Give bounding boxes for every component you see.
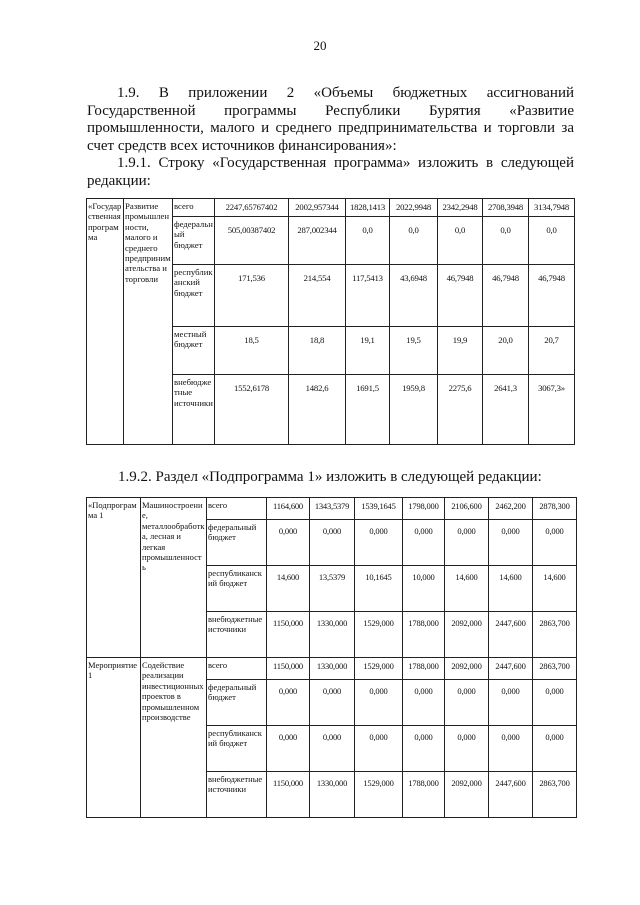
value-cell: 0,000 xyxy=(533,520,577,566)
value-cell: 2447,600 xyxy=(489,772,533,818)
value-cell: 0,0 xyxy=(438,217,483,265)
state-program-table xyxy=(86,198,575,445)
value-cell: 0,000 xyxy=(310,520,355,566)
value-cell: 46,7948 xyxy=(529,265,575,327)
funding-source-cell: республиканский бюджет xyxy=(207,726,267,772)
subprogram-1-table xyxy=(86,497,577,818)
value-cell: 1529,000 xyxy=(355,612,403,658)
value-cell: 0,0 xyxy=(529,217,575,265)
value-cell: 0,000 xyxy=(267,680,310,726)
funding-source-cell: республиканский бюджет xyxy=(207,566,267,612)
table-row xyxy=(87,658,577,680)
value-cell: 18,8 xyxy=(289,327,346,375)
funding-source-cell: внебюджетные источники xyxy=(207,612,267,658)
value-cell: 2863,700 xyxy=(533,612,577,658)
value-cell: 1482,6 xyxy=(289,375,346,445)
value-cell: 2247,65767402 xyxy=(215,199,289,217)
value-cell: 1330,000 xyxy=(310,612,355,658)
value-cell: 2002,957344 xyxy=(289,199,346,217)
value-cell: 0,0 xyxy=(483,217,529,265)
value-cell: 2878,300 xyxy=(533,498,577,520)
value-cell: 13,5379 xyxy=(310,566,355,612)
value-cell: 14,600 xyxy=(489,566,533,612)
value-cell: 1539,1645 xyxy=(355,498,403,520)
funding-source-cell: всего xyxy=(173,199,215,217)
status-cell: «Подпрограмма 1 xyxy=(87,498,141,658)
value-cell: 2462,200 xyxy=(489,498,533,520)
value-cell: 0,000 xyxy=(310,726,355,772)
value-cell: 171,536 xyxy=(215,265,289,327)
value-cell: 3067,3» xyxy=(529,375,575,445)
value-cell: 0,0 xyxy=(346,217,390,265)
program-name-cell: Машиностроение, металлообработка, лесная и легкая промышленность xyxy=(141,498,207,658)
value-cell: 1691,5 xyxy=(346,375,390,445)
value-cell: 2447,600 xyxy=(489,612,533,658)
value-cell: 19,5 xyxy=(390,327,438,375)
funding-source-cell: федеральный бюджет xyxy=(207,520,267,566)
value-cell: 20,7 xyxy=(529,327,575,375)
value-cell: 0,000 xyxy=(403,726,445,772)
value-cell: 0,000 xyxy=(489,680,533,726)
value-cell: 43,6948 xyxy=(390,265,438,327)
value-cell: 0,000 xyxy=(445,726,489,772)
value-cell: 2106,600 xyxy=(445,498,489,520)
value-cell: 14,600 xyxy=(533,566,577,612)
value-cell: 0,000 xyxy=(403,520,445,566)
value-cell: 1330,000 xyxy=(310,772,355,818)
value-cell: 1828,1413 xyxy=(346,199,390,217)
value-cell: 1150,000 xyxy=(267,612,310,658)
value-cell: 117,5413 xyxy=(346,265,390,327)
value-cell: 18,5 xyxy=(215,327,289,375)
paragraph-1-9-1: 1.9.1. Строку «Государственная программа» изложить в следующей редакции: xyxy=(87,155,574,189)
value-cell: 10,000 xyxy=(403,566,445,612)
value-cell: 1164,600 xyxy=(267,498,310,520)
value-cell: 0,000 xyxy=(445,520,489,566)
value-cell: 2022,9948 xyxy=(390,199,438,217)
value-cell: 3134,7948 xyxy=(529,199,575,217)
funding-source-cell: федеральный бюджет xyxy=(173,217,215,265)
paragraph-1-9-2: 1.9.2. Раздел «Подпрограмма 1» изложить в следующей редакции: xyxy=(118,469,542,485)
value-cell: 2708,3948 xyxy=(483,199,529,217)
value-cell: 505,00387402 xyxy=(215,217,289,265)
value-cell: 1552,6178 xyxy=(215,375,289,445)
value-cell: 287,002344 xyxy=(289,217,346,265)
value-cell: 0,000 xyxy=(445,680,489,726)
value-cell: 0,000 xyxy=(489,726,533,772)
value-cell: 2863,700 xyxy=(533,658,577,680)
value-cell: 1529,000 xyxy=(355,772,403,818)
value-cell: 1150,000 xyxy=(267,658,310,680)
value-cell: 1330,000 xyxy=(310,658,355,680)
value-cell: 0,000 xyxy=(489,520,533,566)
funding-source-cell: внебюджетные источники xyxy=(207,772,267,818)
value-cell: 0,0 xyxy=(390,217,438,265)
value-cell: 1788,000 xyxy=(403,612,445,658)
status-cell: «Государственная программа xyxy=(87,199,124,445)
funding-source-cell: местный бюджет xyxy=(173,327,215,375)
value-cell: 10,1645 xyxy=(355,566,403,612)
value-cell: 0,000 xyxy=(355,520,403,566)
status-cell: Мероприятие 1 xyxy=(87,658,141,818)
value-cell: 1788,000 xyxy=(403,772,445,818)
value-cell: 214,554 xyxy=(289,265,346,327)
value-cell: 1798,000 xyxy=(403,498,445,520)
funding-source-cell: федеральный бюджет xyxy=(207,680,267,726)
value-cell: 14,600 xyxy=(267,566,310,612)
value-cell: 2342,2948 xyxy=(438,199,483,217)
value-cell: 0,000 xyxy=(533,680,577,726)
value-cell: 0,000 xyxy=(267,520,310,566)
value-cell: 0,000 xyxy=(310,680,355,726)
table-row xyxy=(87,498,577,520)
value-cell: 2092,000 xyxy=(445,612,489,658)
value-cell: 1959,8 xyxy=(390,375,438,445)
value-cell: 46,7948 xyxy=(438,265,483,327)
value-cell: 0,000 xyxy=(533,726,577,772)
value-cell: 2447,600 xyxy=(489,658,533,680)
value-cell: 0,000 xyxy=(267,726,310,772)
value-cell: 20,0 xyxy=(483,327,529,375)
program-name-cell: Развитие промышленности, малого и среднего предпринимательства и торговли xyxy=(124,199,173,445)
value-cell: 1529,000 xyxy=(355,658,403,680)
value-cell: 2092,000 xyxy=(445,772,489,818)
value-cell: 46,7948 xyxy=(483,265,529,327)
funding-source-cell: всего xyxy=(207,658,267,680)
value-cell: 19,1 xyxy=(346,327,390,375)
value-cell: 1788,000 xyxy=(403,658,445,680)
value-cell: 2863,700 xyxy=(533,772,577,818)
value-cell: 2641,3 xyxy=(483,375,529,445)
value-cell: 2275,6 xyxy=(438,375,483,445)
funding-source-cell: внебюджетные источники xyxy=(173,375,215,445)
value-cell: 0,000 xyxy=(355,680,403,726)
value-cell: 0,000 xyxy=(355,726,403,772)
page-number: 20 xyxy=(313,38,327,53)
funding-source-cell: республиканский бюджет xyxy=(173,265,215,327)
value-cell: 14,600 xyxy=(445,566,489,612)
value-cell: 1150,000 xyxy=(267,772,310,818)
funding-source-cell: всего xyxy=(207,498,267,520)
paragraph-1-9: 1.9. В приложении 2 «Объемы бюджетных ассигнований Государственной программы Республики Бурятия «Развитие промышленности, малого и среднего предпринимательства и торговли за счет средств всех источников финансирования»: xyxy=(87,85,574,154)
program-name-cell: Содействие реализации инвестиционных проектов в промышленном производстве xyxy=(141,658,207,818)
table-row xyxy=(87,199,575,217)
value-cell: 1343,5379 xyxy=(310,498,355,520)
value-cell: 19,9 xyxy=(438,327,483,375)
value-cell: 2092,000 xyxy=(445,658,489,680)
value-cell: 0,000 xyxy=(403,680,445,726)
